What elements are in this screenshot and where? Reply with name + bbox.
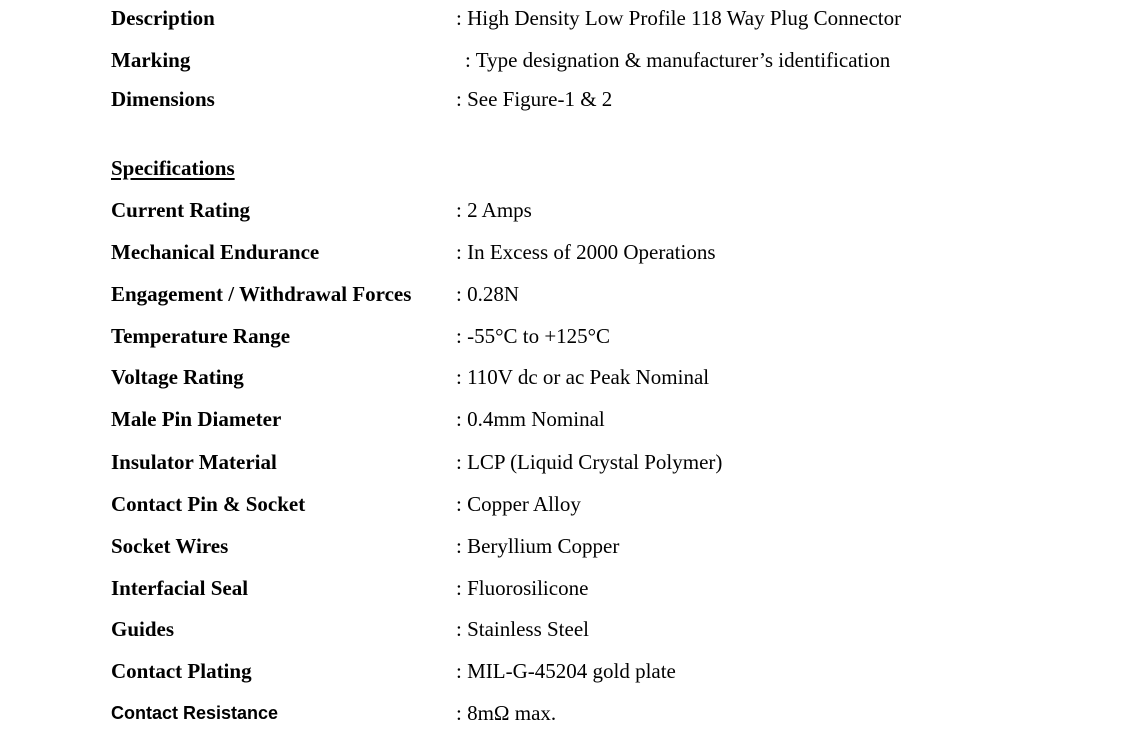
row-value: : LCP (Liquid Crystal Polymer) xyxy=(456,450,723,474)
spec-row-engagement-forces xyxy=(111,279,1111,309)
spec-row-marking xyxy=(111,45,1111,75)
row-label: Contact Pin & Socket xyxy=(111,492,306,516)
spec-row-guides xyxy=(111,614,1111,644)
row-label: Voltage Rating xyxy=(111,365,244,389)
row-value: : -55°C to +125°C xyxy=(456,324,611,348)
row-label: Male Pin Diameter xyxy=(111,407,282,431)
row-value: : High Density Low Profile 118 Way Plug Connector xyxy=(456,6,902,30)
row-label: Socket Wires xyxy=(111,534,229,558)
row-value: : Copper Alloy xyxy=(456,492,581,516)
row-value: : 0.4mm Nominal xyxy=(456,407,605,431)
row-value: : Fluorosilicone xyxy=(456,576,589,600)
row-value: : Stainless Steel xyxy=(456,617,589,641)
row-value: : 2 Amps xyxy=(456,198,532,222)
spec-row-contact-pin-socket xyxy=(111,489,1111,519)
row-label: Current Rating xyxy=(111,198,251,222)
row-label: Contact Plating xyxy=(111,659,252,683)
spec-row-mechanical-endurance xyxy=(111,237,1111,267)
spec-row-description xyxy=(111,3,1111,33)
row-label: Contact Resistance xyxy=(111,703,279,723)
row-label: Description xyxy=(111,6,215,30)
specifications-heading: Specifications xyxy=(111,156,235,180)
spec-row-dimensions xyxy=(111,84,1111,114)
row-label: Temperature Range xyxy=(111,324,291,348)
spec-row-current-rating xyxy=(111,195,1111,225)
row-value: : 0.28N xyxy=(456,282,519,306)
row-label: Marking xyxy=(111,48,191,72)
row-value: : 8mΩ max. xyxy=(456,701,557,725)
spec-row-contact-plating xyxy=(111,656,1111,686)
spec-row-voltage-rating xyxy=(111,362,1111,392)
row-value: : In Excess of 2000 Operations xyxy=(456,240,716,264)
row-label: Insulator Material xyxy=(111,450,277,474)
spec-row-temperature-range xyxy=(111,321,1111,351)
spec-row-contact-resistance xyxy=(111,698,1111,728)
row-value: : Beryllium Copper xyxy=(456,534,620,558)
row-value: : See Figure-1 & 2 xyxy=(456,87,613,111)
row-label: Dimensions xyxy=(111,87,215,111)
row-label: Mechanical Endurance xyxy=(111,240,320,264)
row-label: Interfacial Seal xyxy=(111,576,249,600)
row-label: Guides xyxy=(111,617,175,641)
row-value: : 110V dc or ac Peak Nominal xyxy=(456,365,710,389)
spec-row-male-pin-diameter xyxy=(111,404,1111,434)
row-label: Engagement / Withdrawal Forces xyxy=(111,282,412,306)
row-value: : MIL-G-45204 gold plate xyxy=(456,659,676,683)
row-value: : Type designation & manufacturer’s identification xyxy=(465,48,891,72)
spec-row-interfacial-seal xyxy=(111,573,1111,603)
spec-row-socket-wires xyxy=(111,531,1111,561)
spec-row-insulator-material xyxy=(111,447,1111,477)
